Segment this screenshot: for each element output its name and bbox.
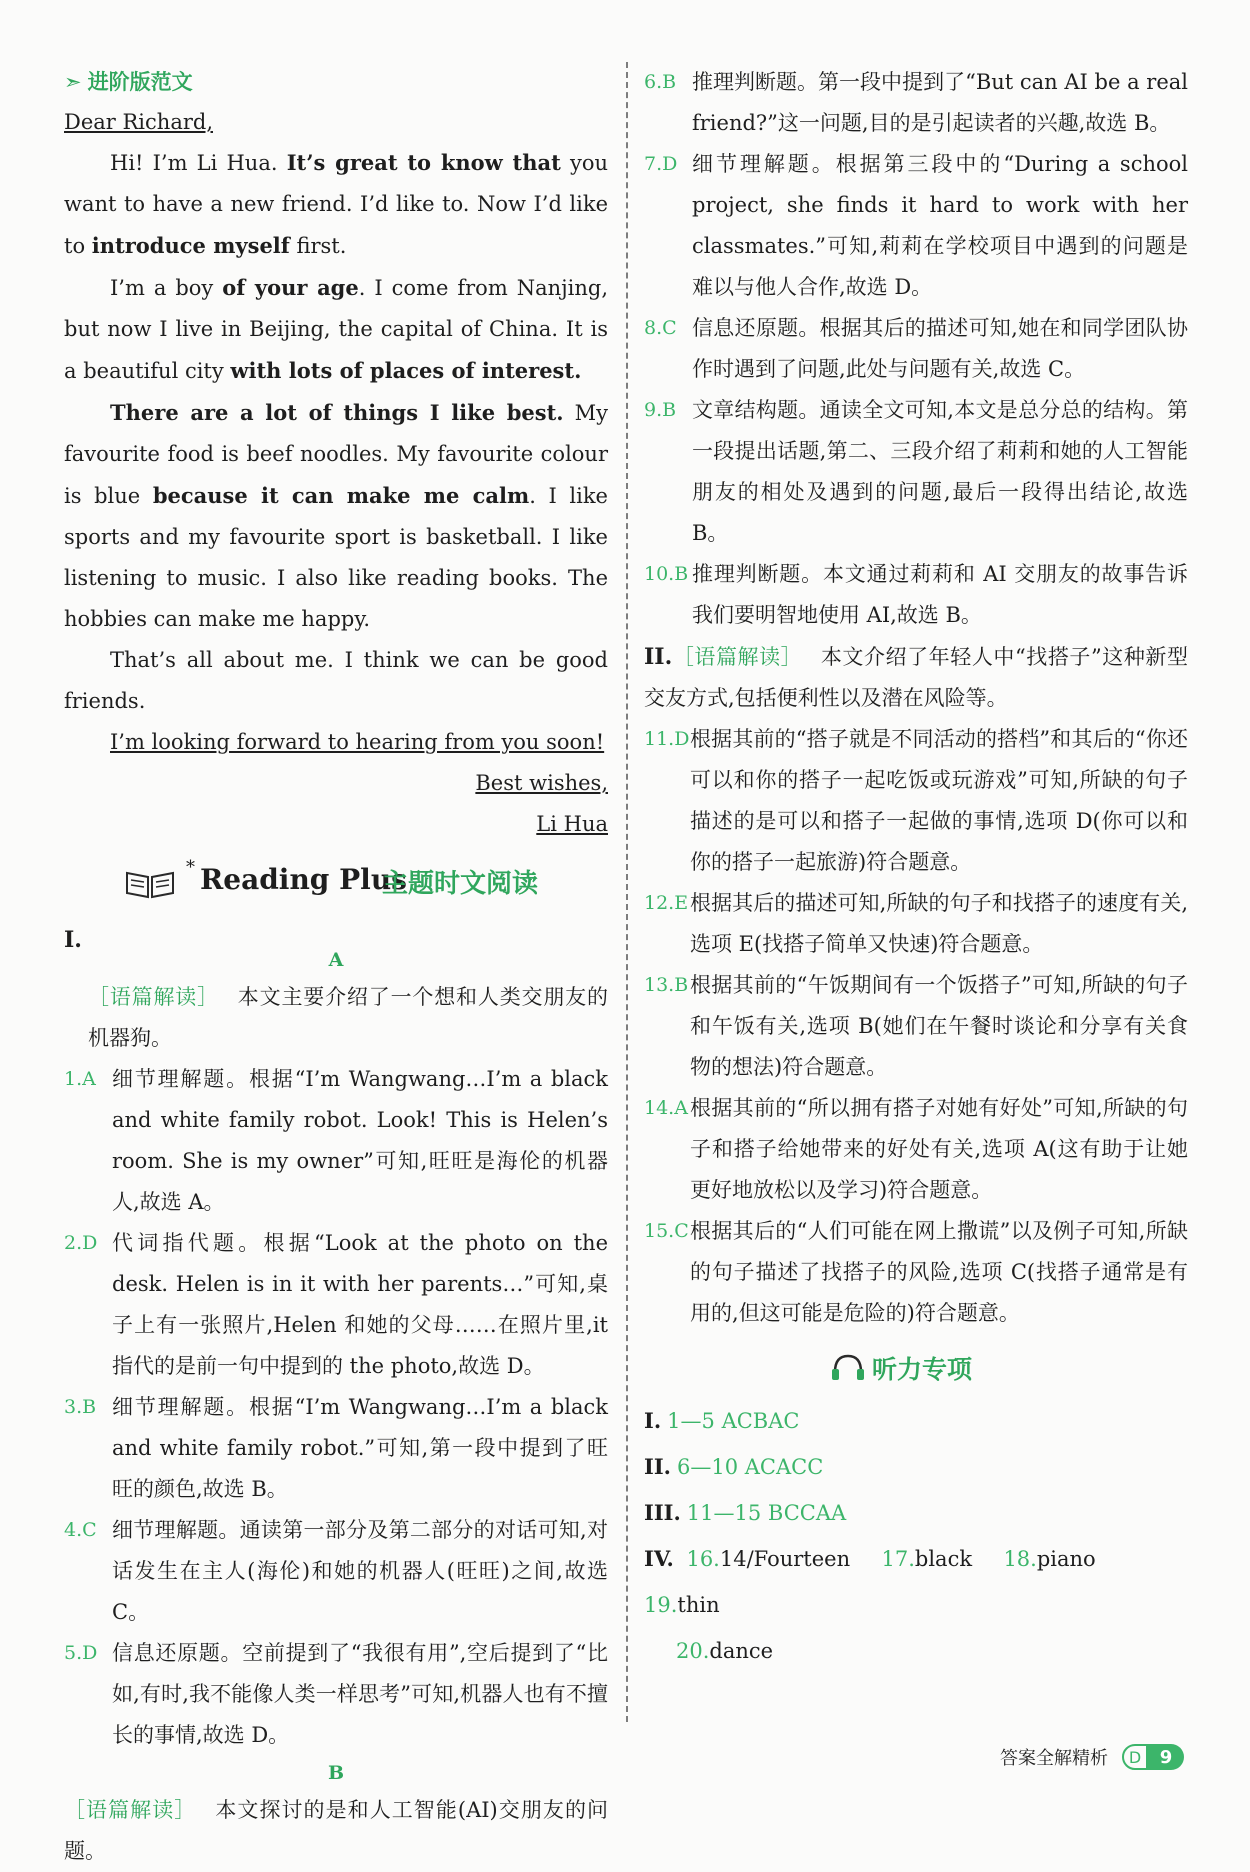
- answer-number: 9.B: [644, 399, 677, 421]
- answer-item: [64, 1510, 608, 1633]
- answer-explanation: 根据其前的“搭子就是不同活动的搭档”和其后的“你还可以和你的搭子一起吃饭或玩游戏”可知,所缺的句子描述的是可以和搭子一起做的事情,选项 D(你可以和你的搭子一起旅游)符合题意。: [690, 727, 1188, 874]
- blank-18-ans: piano: [1036, 1547, 1096, 1571]
- intro-a: [64, 977, 608, 1059]
- intro-b-text: 本文探讨的是和人工智能(AI)交朋友的问题。: [64, 1798, 609, 1863]
- reading-plus-title: [64, 851, 608, 917]
- answer-explanation: 代词指代题。根据“Look at the photo on the desk. Helen is in it with her parents…”可知,桌子上有一张照片,Helen 和她的父母……在照片里,it 指代的是前一句中提到的 the photo,故选 D。: [112, 1231, 608, 1378]
- footer-text: 答案全解精析: [1000, 1748, 1108, 1769]
- answer-number: 6.B: [644, 71, 677, 93]
- blank-19-ans: thin: [677, 1593, 720, 1617]
- answer-number: 14.A: [644, 1097, 688, 1119]
- answers-a-list: [64, 1059, 608, 1756]
- answer-explanation: 细节理解题。根据“I’m Wangwang…I’m a black and white family robot.”可知,第一段中提到了旺旺的颜色,故选 B。: [112, 1395, 608, 1501]
- text-run: My favourite food is beef noodles. My favourite colour is blue: [64, 401, 608, 508]
- text-run: Hi! I’m Li Hua.: [110, 151, 287, 175]
- answer-explanation: 细节理解题。根据第三段中的“During a school project, she finds it hard to work with her classmates.”可知,莉莉在学校项目中遇到的问题是难以与他人合作,故选 D。: [692, 152, 1188, 299]
- book-icon: [124, 867, 176, 903]
- answer-number: 2.D: [64, 1232, 98, 1254]
- blank-18-num: 18.: [1003, 1547, 1037, 1571]
- answer-explanation: 细节理解题。根据“I’m Wangwang…I’m a black and white family robot. Look! This is Helen’s room. She is my owner”可知,旺旺是海伦的机器人,故选 A。: [112, 1067, 608, 1214]
- answer-explanation: 细节理解题。通读第一部分及第二部分的对话可知,对话发生在主人(海伦)和她的机器人(旺旺)之间,故选 C。: [112, 1518, 608, 1624]
- letter-signature-text: Li Hua: [536, 812, 608, 836]
- answer-number: 7.D: [644, 153, 678, 175]
- answer-number: 13.B: [644, 974, 689, 996]
- text-run: with lots of places of interest.: [230, 358, 582, 383]
- listening-row-3-roman: III.: [644, 1500, 681, 1525]
- answer-item: [644, 308, 1188, 390]
- listening-row-2-ans: ACACC: [744, 1455, 824, 1479]
- answer-item: [644, 62, 1188, 144]
- listening-row-3-ans: BCCAA: [767, 1501, 847, 1525]
- arrow-icon: ➣: [64, 70, 82, 94]
- text-run: There are a lot of things I like best.: [110, 400, 564, 425]
- footer-badge-letter: D: [1122, 1744, 1148, 1770]
- column-divider: [626, 62, 628, 1722]
- answer-item: [64, 1387, 608, 1510]
- answer-explanation: 根据其后的描述可知,所缺的句子和找搭子的速度有关,选项 E(找搭子简单又快速)符合题意。: [690, 891, 1188, 956]
- answer-number: 12.E: [644, 892, 689, 914]
- section-1-label: I.: [64, 927, 82, 953]
- answer-item: [644, 1211, 1188, 1334]
- listening-row-1-ans: ACBAC: [721, 1409, 800, 1433]
- text-run: first.: [289, 234, 347, 258]
- left-column: [64, 62, 608, 1872]
- subsection-a-label: A: [328, 949, 344, 971]
- listening-row-3: [644, 1490, 1188, 1536]
- answer-explanation: 推理判断题。第一段中提到了“But can AI be a real friend?”这一问题,目的是引起读者的兴趣,故选 B。: [692, 70, 1188, 135]
- listening-title-text: 听力专项: [872, 1355, 973, 1384]
- discourse-tag-b: ［语篇解读］: [64, 1798, 197, 1822]
- section-2-label: II.: [644, 644, 673, 670]
- text-run: . I like sports and my favourite sport is basketball. I like listening to music. I also like reading books. The hobbies can make me happy.: [64, 484, 608, 631]
- letter-paragraph-2: [64, 267, 608, 392]
- text-run: of your age: [222, 275, 359, 300]
- answer-number: 3.B: [64, 1396, 97, 1418]
- answer-item: [644, 1088, 1188, 1211]
- answer-item: [644, 554, 1188, 636]
- blank-16-ans: 14/Fourteen: [719, 1547, 851, 1571]
- listening-row-1: [644, 1398, 1188, 1444]
- text-run: you want to have a new friend. I’d like to. Now I’d like to: [64, 151, 609, 258]
- listening-row-2-num: 6—10: [676, 1455, 739, 1479]
- page-footer: [1000, 1744, 1184, 1770]
- letter-paragraph-3: [64, 392, 608, 640]
- answer-number: 10.B: [644, 563, 689, 585]
- text-run: introduce myself: [91, 233, 290, 258]
- answer-explanation: 文章结构题。通读全文可知,本文是总分总的结构。第一段提出话题,第二、三段介绍了莉莉和她的人工智能朋友的相处及遇到的问题,最后一段得出结论,故选 B。: [692, 398, 1188, 545]
- listening-row-4-roman: IV.: [644, 1546, 674, 1571]
- blank-20-num: 20.: [676, 1639, 710, 1663]
- answer-explanation: 根据其前的“午饭期间有一个饭搭子”可知,所缺的句子和午饭有关,选项 B(她们在午餐时谈论和分享有关食物的想法)符合题意。: [690, 973, 1188, 1079]
- answer-number: 15.C: [644, 1220, 689, 1242]
- listening-row-5: [644, 1628, 1188, 1674]
- letter-paragraph-5-text: I’m looking forward to hearing from you soon!: [110, 730, 605, 754]
- reading-plus-star: *: [186, 857, 195, 878]
- letter-paragraph-4: That’s all about me. I think we can be good friends.: [64, 648, 608, 713]
- letter-greeting: Dear Richard,: [64, 110, 213, 134]
- reading-plus-en: Reading Plus: [200, 863, 407, 896]
- answer-explanation: 信息还原题。空前提到了“我很有用”,空后提到了“比如,有时,我不能像人类一样思考”可知,机器人也有不擅长的事情,故选 D。: [112, 1641, 608, 1747]
- answer-number: 5.D: [64, 1642, 98, 1664]
- subsection-b-label: B: [327, 1762, 345, 1784]
- answer-item: [644, 390, 1188, 554]
- letter-closing: [64, 763, 608, 804]
- blank-16-num: 16.: [686, 1547, 720, 1571]
- answer-item: [644, 719, 1188, 883]
- listening-row-1-num: 1—5: [667, 1409, 715, 1433]
- listening-row-2: [644, 1444, 1188, 1490]
- answer-number: 4.C: [64, 1519, 97, 1541]
- listening-row-2-roman: II.: [644, 1454, 671, 1479]
- discourse-tag-2: ［语篇解读］: [672, 645, 803, 669]
- answer-number: 8.C: [644, 317, 677, 339]
- answers-b-list: [644, 62, 1188, 636]
- advanced-essay-header-label: 进阶版范文: [87, 70, 193, 94]
- listening-row-3-num: 11—15: [686, 1501, 762, 1525]
- intro-a-text: 本文主要介绍了一个想和人类交朋友的机器狗。: [88, 985, 609, 1050]
- answer-item: [64, 1223, 608, 1387]
- answer-number: 1.A: [64, 1068, 96, 1090]
- listening-row-1-roman: I.: [644, 1408, 662, 1433]
- blank-20-ans: dance: [709, 1639, 774, 1663]
- right-column: [644, 62, 1188, 1674]
- letter-signature: [64, 804, 608, 845]
- answer-item: [64, 1633, 608, 1756]
- answer-item: [64, 1059, 608, 1223]
- answers-2-list: [644, 719, 1188, 1334]
- headphones-icon: [830, 1352, 866, 1386]
- intro-b: [64, 1790, 608, 1872]
- answer-number: 11.D: [644, 728, 690, 750]
- text-run: I’m a boy: [110, 276, 223, 300]
- page-number: 9: [1148, 1744, 1184, 1770]
- intro-2-text: 本文介绍了年轻人中“找搭子”这种新型交友方式,包括便利性以及潜在风险等。: [644, 645, 1188, 710]
- advanced-essay-header: [64, 62, 608, 102]
- answer-item: [644, 883, 1188, 965]
- reading-plus-cn: 主题时文阅读: [382, 869, 539, 899]
- blank-19-num: 19.: [644, 1593, 678, 1617]
- blank-17-num: 17.: [881, 1547, 915, 1571]
- listening-row-4: [644, 1536, 1188, 1628]
- discourse-tag-a: ［语篇解读］: [88, 985, 219, 1009]
- answer-explanation: 根据其前的“所以拥有搭子对她有好处”可知,所缺的句子和搭子给她带来的好处有关,选项 A(这有助于让她更好地放松以及学习)符合题意。: [690, 1096, 1188, 1202]
- letter-paragraph-1: [64, 142, 608, 267]
- listening-answers: [644, 1398, 1188, 1674]
- answer-explanation: 信息还原题。根据其后的描述可知,她在和同学团队协作时遇到了问题,此处与问题有关,故选 C。: [692, 316, 1188, 381]
- answer-explanation: 根据其后的“人们可能在网上撒谎”以及例子可知,所缺的句子描述了找搭子的风险,选项 C(找搭子通常是有用的,但这可能是危险的)符合题意。: [690, 1219, 1188, 1325]
- answer-explanation: 推理判断题。本文通过莉莉和 AI 交朋友的故事告诉我们要明智地使用 AI,故选 B。: [692, 562, 1188, 627]
- intro-2: [644, 636, 1188, 719]
- listening-title: [644, 1342, 1188, 1398]
- answer-item: [644, 144, 1188, 308]
- text-run: It’s great to know that: [286, 150, 561, 175]
- letter-paragraph-5: [64, 722, 608, 763]
- text-run: because it can make me calm: [152, 483, 530, 508]
- letter-closing-text: Best wishes,: [475, 771, 608, 795]
- text-run: . I come from Nanjing, but now I live in Beijing, the capital of China. It is a beautiful city: [64, 276, 608, 383]
- answer-item: [644, 965, 1188, 1088]
- blank-17-ans: black: [914, 1547, 973, 1571]
